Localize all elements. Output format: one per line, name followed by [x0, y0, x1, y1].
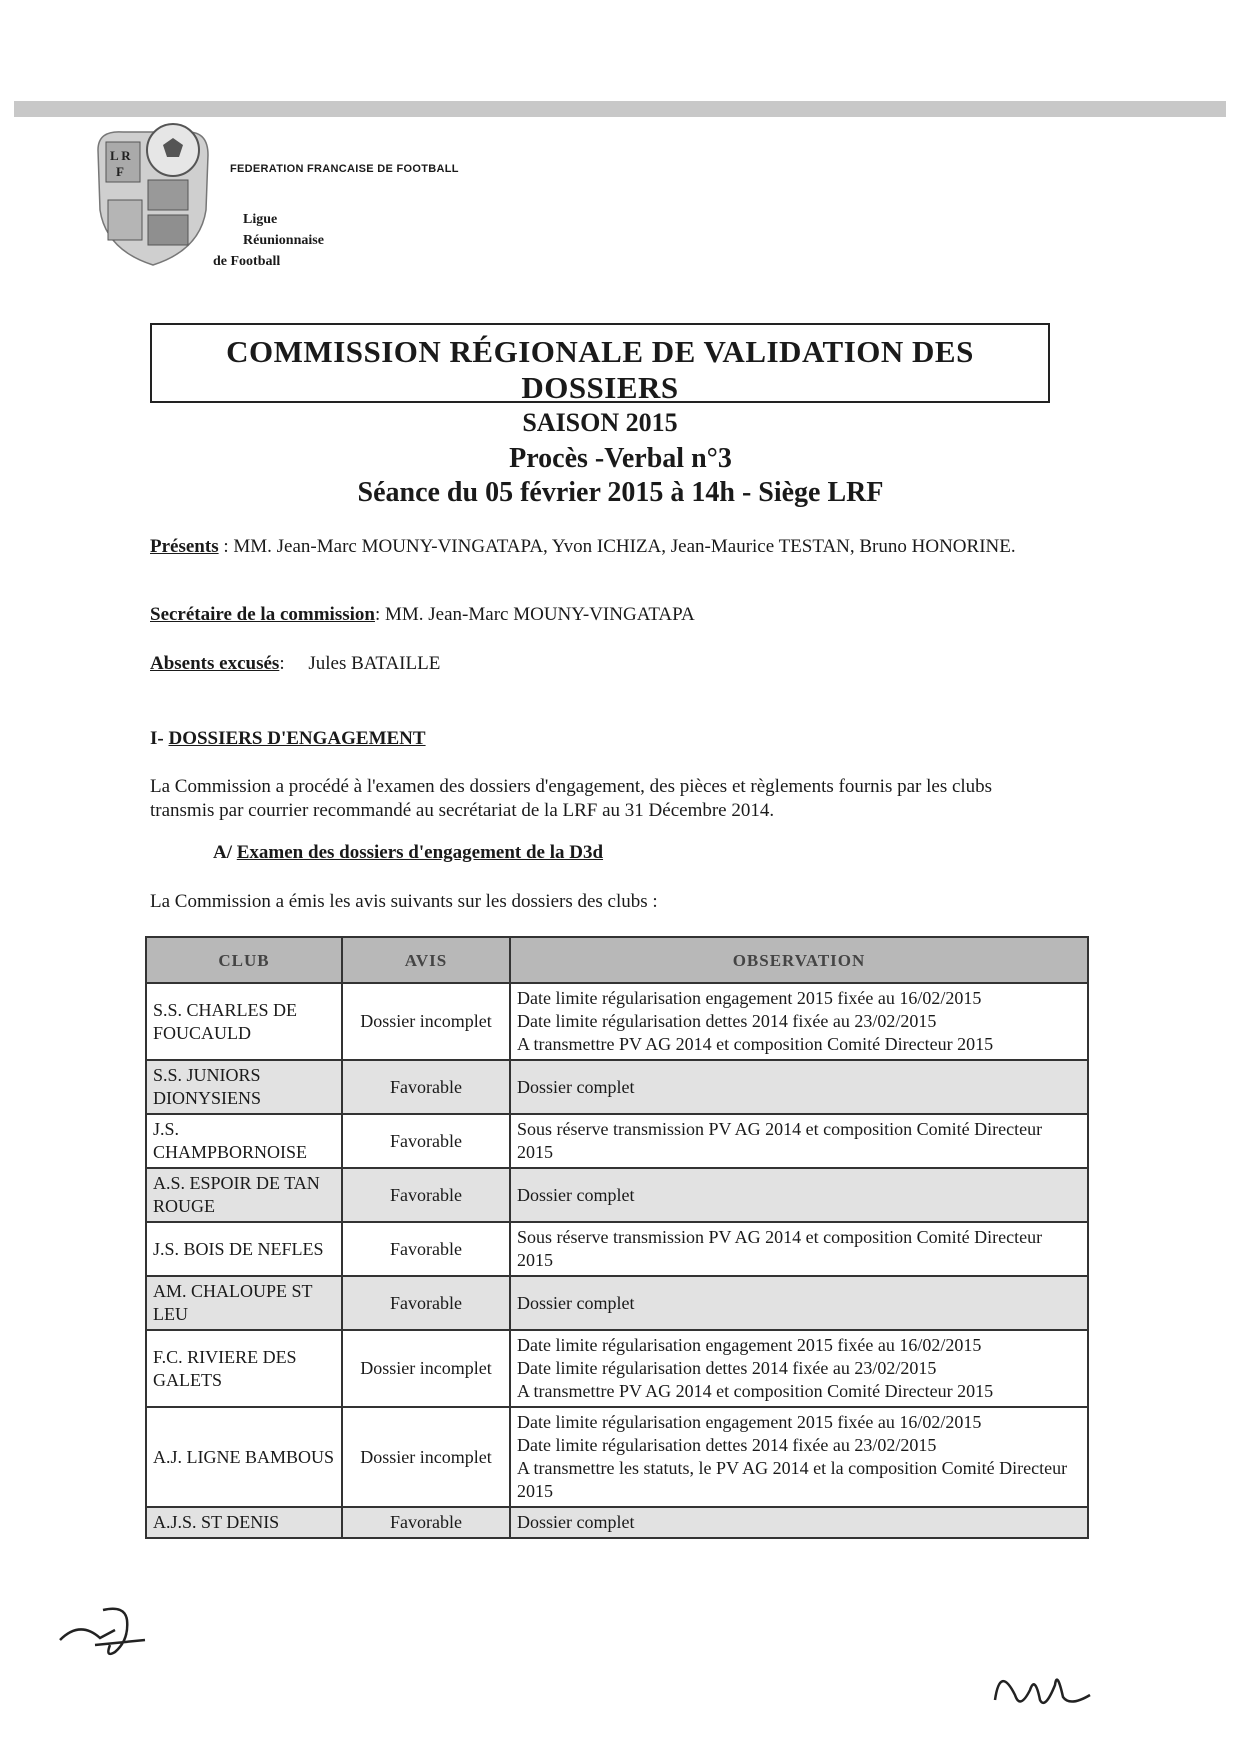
observation-cell — [510, 1060, 1088, 1114]
club-cell: A.J. LIGNE BAMBOUS — [146, 1407, 342, 1507]
observation-cell — [510, 983, 1088, 1060]
pv-number: Procès -Verbal n°3 — [509, 443, 732, 474]
ligue-line-2: Réunionnaise — [243, 233, 324, 248]
avis-cell: Dossier incomplet — [342, 1330, 510, 1407]
signature — [985, 1655, 1095, 1715]
observation-cell — [510, 1276, 1088, 1330]
ligue-name — [213, 209, 324, 272]
observation-line: Dossier complet — [517, 1512, 635, 1532]
commission-title-box — [150, 323, 1050, 437]
observation-cell — [510, 1168, 1088, 1222]
avis-cell: Favorable — [342, 1168, 510, 1222]
season-title: SAISON 2015 — [522, 408, 678, 437]
section-heading — [150, 727, 1040, 751]
avis-cell: Dossier incomplet — [342, 983, 510, 1060]
club-cell: A.J.S. ST DENIS — [146, 1507, 342, 1538]
avis-cell: Favorable — [342, 1060, 510, 1114]
club-cell: J.S. CHAMPBORNOISE — [146, 1114, 342, 1168]
table-row — [146, 1222, 1088, 1276]
absents-label: Absents excusés — [150, 653, 280, 674]
table-row — [146, 1330, 1088, 1407]
table-row — [146, 983, 1088, 1060]
observation-line: Date limite régularisation dettes 2014 fixée au 23/02/2015 — [517, 1435, 937, 1455]
subsection-title: Examen des dossiers d'engagement de la D3d — [236, 842, 604, 863]
ligue-line-3: de Football — [213, 254, 281, 269]
observation-line: Date limite régularisation dettes 2014 fixée au 23/02/2015 — [517, 1011, 937, 1031]
club-cell: AM. CHALOUPE ST LEU — [146, 1276, 342, 1330]
svg-text:F: F — [116, 164, 124, 179]
observation-line: Sous réserve transmission PV AG 2014 et composition Comité Directeur 2015 — [517, 1227, 1043, 1270]
session-info: Séance du 05 février 2015 à 14h - Siège LRF — [357, 477, 884, 508]
table-row — [146, 1507, 1088, 1538]
initials-signature — [55, 1600, 165, 1660]
secretaire-label: Secrétaire de la commission — [150, 604, 375, 625]
clubs-table — [145, 936, 1089, 1539]
table-row — [146, 1060, 1088, 1114]
observation-line: A transmettre PV AG 2014 et composition Comité Directeur 2015 — [517, 1381, 994, 1401]
absents-text: : Jules BATAILLE — [279, 653, 441, 674]
observation-line: Dossier complet — [517, 1184, 635, 1205]
section-intro: La Commission a procédé à l'examen des dossiers d'engagement, des pièces et règlements fournis par les clubs transmis par courrier recommandé au secrétariat de la LRF au 31 Décembre 2014. — [150, 776, 993, 821]
avis-intro: La Commission a émis les avis suivants sur les dossiers des clubs : — [150, 891, 658, 912]
table-row — [146, 1114, 1088, 1168]
table-row — [146, 1407, 1088, 1507]
presents-paragraph — [150, 535, 1040, 559]
presents-text: : MM. Jean-Marc MOUNY-VINGATAPA, Yvon ICHIZA, Jean-Maurice TESTAN, Bruno HONORINE. — [218, 536, 1016, 557]
lrf-logo — [88, 120, 218, 270]
section-title: DOSSIERS D'ENGAGEMENT — [168, 728, 426, 749]
ligue-line-1: Ligue — [243, 212, 278, 227]
club-cell: A.S. ESPOIR DE TAN ROUGE — [146, 1168, 342, 1222]
table-header-row — [146, 937, 1088, 983]
observation-line: Date limite régularisation engagement 2015 fixée au 16/02/2015 — [517, 1412, 982, 1432]
avis-cell: Favorable — [342, 1507, 510, 1538]
table-row — [146, 1168, 1088, 1222]
observation-line: Date limite régularisation dettes 2014 fixée au 23/02/2015 — [517, 1358, 937, 1378]
observation-cell — [510, 1407, 1088, 1507]
club-cell: F.C. RIVIERE DES GALETS — [146, 1330, 342, 1407]
header-observation: OBSERVATION — [510, 937, 1088, 983]
federation-name: FEDERATION FRANCAISE DE FOOTBALL — [230, 163, 459, 175]
avis-cell: Dossier incomplet — [342, 1407, 510, 1507]
secretaire-text: : MM. Jean-Marc MOUNY-VINGATAPA — [374, 604, 695, 625]
avis-cell: Favorable — [342, 1276, 510, 1330]
observation-line: Date limite régularisation engagement 2015 fixée au 16/02/2015 — [517, 1335, 982, 1355]
observation-line: A transmettre les statuts, le PV AG 2014 et la composition Comité Directeur 2015 — [517, 1458, 1068, 1501]
commission-title: COMMISSION RÉGIONALE DE VALIDATION DES DOSSIERS — [226, 334, 974, 405]
observation-cell — [510, 1330, 1088, 1407]
club-cell: S.S. JUNIORS DIONYSIENS — [146, 1060, 342, 1114]
absents-paragraph — [150, 652, 1040, 676]
observation-line: A transmettre PV AG 2014 et composition Comité Directeur 2015 — [517, 1034, 994, 1054]
club-cell: J.S. BOIS DE NEFLES — [146, 1222, 342, 1276]
presents-label: Présents — [150, 536, 219, 557]
subsection-prefix: A/ — [213, 842, 237, 863]
scan-header-bar — [14, 101, 1226, 117]
club-cell: S.S. CHARLES DE FOUCAULD — [146, 983, 342, 1060]
section-prefix: I- — [150, 728, 169, 749]
observation-cell — [510, 1507, 1088, 1538]
avis-cell: Favorable — [342, 1222, 510, 1276]
secretaire-paragraph — [150, 603, 1040, 627]
svg-text:L R: L R — [110, 148, 131, 163]
observation-cell — [510, 1114, 1088, 1168]
observation-line: Dossier complet — [517, 1292, 635, 1313]
observation-line: Sous réserve transmission PV AG 2014 et composition Comité Directeur 2015 — [517, 1119, 1043, 1162]
observation-cell — [510, 1222, 1088, 1276]
table-row — [146, 1276, 1088, 1330]
header-avis: AVIS — [342, 937, 510, 983]
avis-cell: Favorable — [342, 1114, 510, 1168]
observation-line: Date limite régularisation engagement 2015 fixée au 16/02/2015 — [517, 988, 982, 1008]
table-body — [146, 983, 1088, 1538]
observation-line: Dossier complet — [517, 1076, 635, 1097]
subsection-heading — [213, 841, 1103, 865]
header-club: CLUB — [146, 937, 342, 983]
